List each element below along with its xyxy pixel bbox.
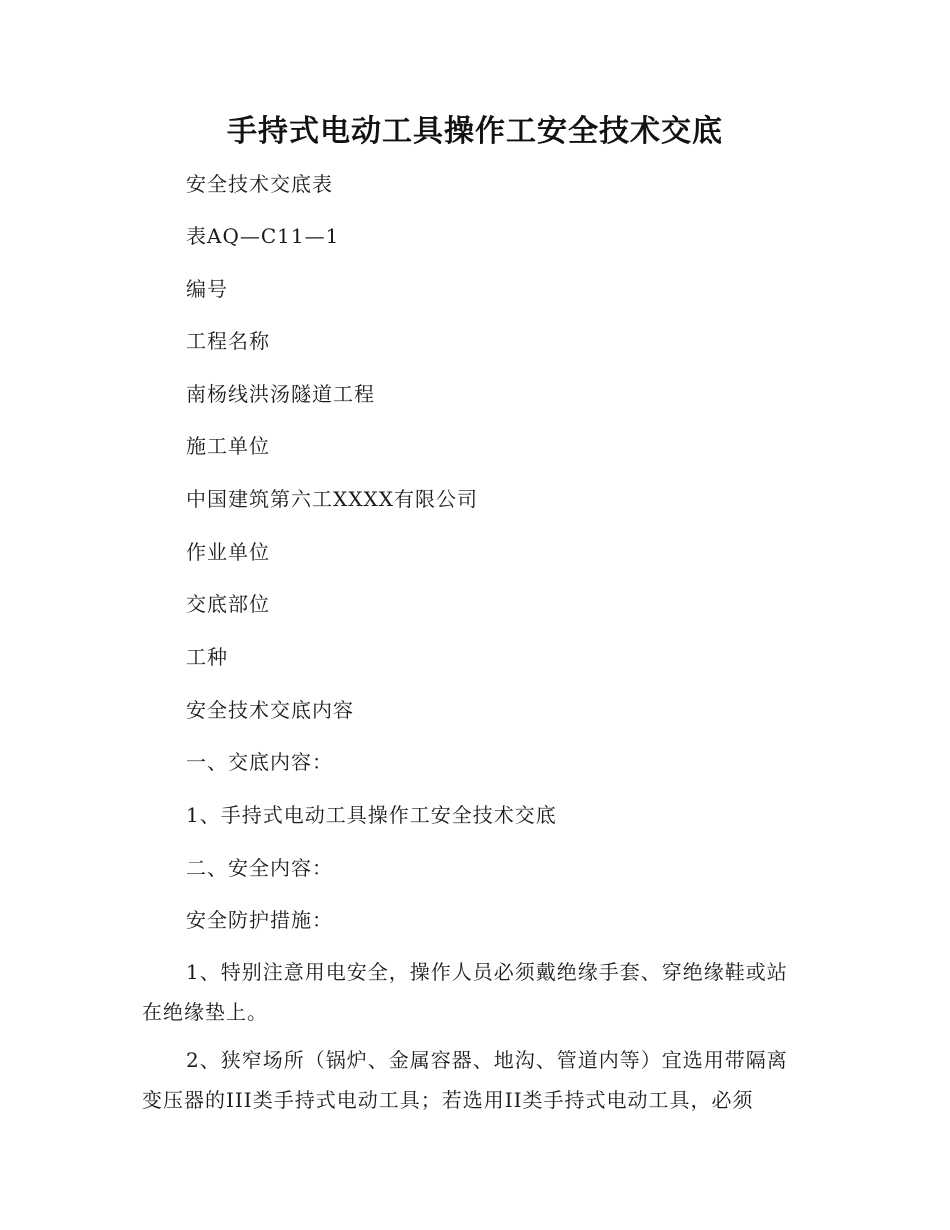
project-name-label: 工程名称 — [186, 329, 270, 353]
paragraph-item-2 — [142, 1040, 814, 1120]
form-name-line: 安全技术交底表 — [186, 172, 333, 196]
construction-unit-label: 施工单位 — [186, 434, 270, 458]
paragraph-item-1-line-1: 1、特别注意用电安全，操作人员必须戴绝缘手套、穿绝缘鞋或站 — [186, 960, 788, 984]
document-title: 手持式电动工具操作工安全技术交底 — [227, 114, 723, 149]
briefing-content-heading: 安全技术交底内容 — [186, 698, 354, 722]
trade-label: 工种 — [186, 645, 228, 669]
serial-number-label: 编号 — [186, 277, 228, 301]
section-two-heading: 二、安全内容： — [186, 856, 333, 880]
paragraph-item-1 — [142, 952, 814, 1032]
protection-measures-heading: 安全防护措施： — [186, 908, 333, 932]
work-unit-label: 作业单位 — [186, 540, 270, 564]
paragraph-item-2-line-2: 变压器的III类手持式电动工具；若选用II类手持式电动工具，必须 — [142, 1088, 754, 1112]
project-name-value: 南杨线洪汤隧道工程 — [186, 382, 375, 406]
form-code-line: 表AQ—C11—1 — [186, 224, 340, 248]
section-one-item: 1、手持式电动工具操作工安全技术交底 — [186, 803, 557, 827]
paragraph-item-1-line-2: 在绝缘垫上。 — [142, 1000, 268, 1024]
construction-unit-value: 中国建筑第六工XXXX有限公司 — [186, 487, 478, 511]
section-one-heading: 一、交底内容： — [186, 750, 333, 774]
briefing-location-label: 交底部位 — [186, 592, 270, 616]
paragraph-item-2-line-1: 2、狭窄场所（锅炉、金属容器、地沟、管道内等）宜选用带隔离 — [186, 1048, 788, 1072]
